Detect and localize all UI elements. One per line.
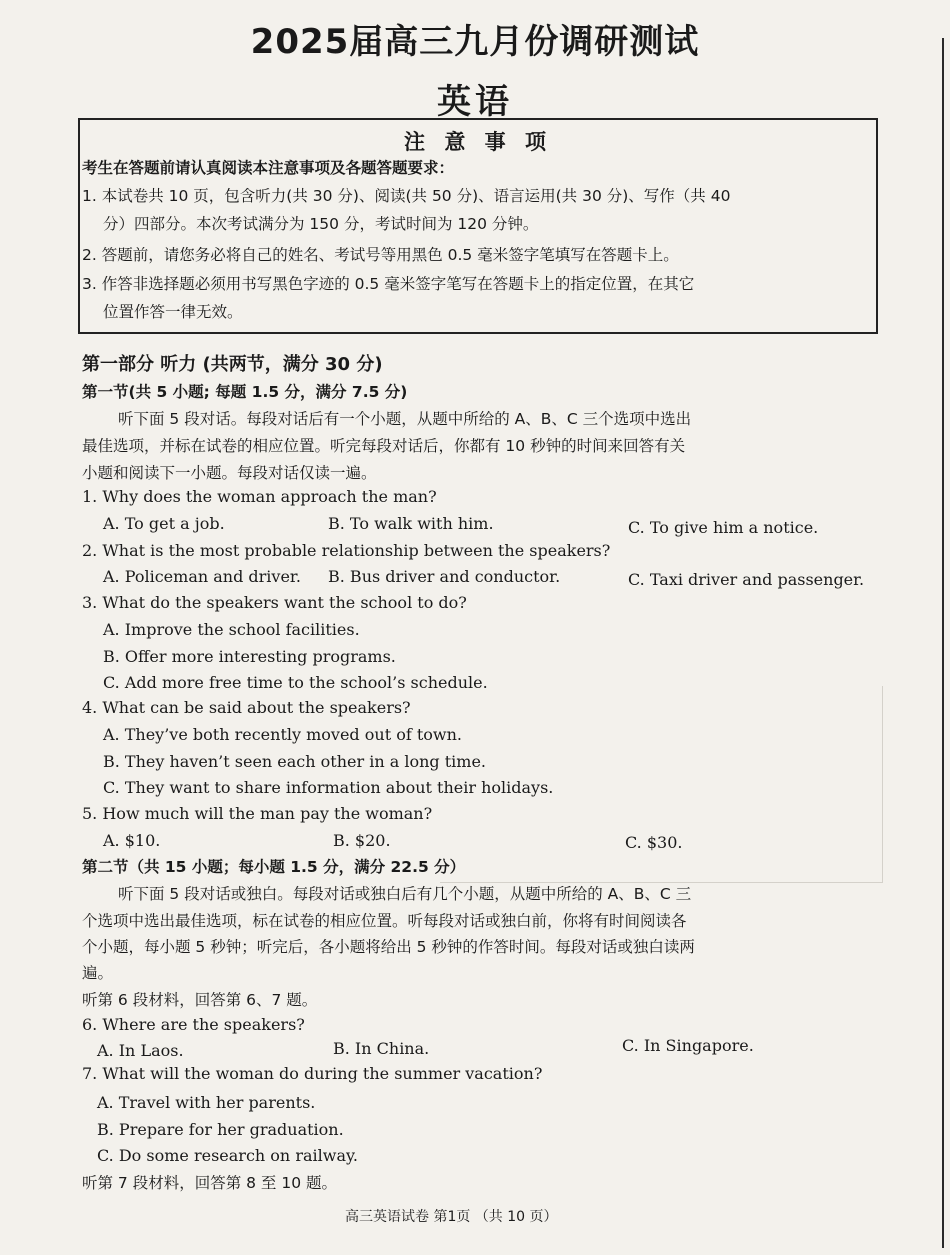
section2-instruction: 听下面 5 段对话或独白。每段对话或独白后有几个小题，从题中所给的 A、B、C 三 <box>118 885 692 903</box>
section1-instruction: 小题和阅读下一小题。每段对话仅读一遍。 <box>82 464 377 482</box>
question-6-option-b: B. In China. <box>333 1039 430 1058</box>
question-1-option-c: C. To give him a notice. <box>628 518 819 537</box>
question-4-option-b: B. They haven’t seen each other in a long time. <box>103 752 487 771</box>
question-3-option-a: A. Improve the school facilities. <box>103 620 360 639</box>
material-6-note: 听第 6 段材料，回答第 6、7 题。 <box>82 991 318 1009</box>
section2-heading: 第二节（共 15 小题；每小题 1.5 分，满分 22.5 分） <box>82 858 466 876</box>
section2-instruction: 个小题，每小题 5 秒钟；听完后，各小题将给出 5 秒钟的作答时间。每段对话或独白读两 <box>82 938 695 956</box>
notice-title: 注 意 事 项 <box>404 130 552 154</box>
notice-item-3-cont: 位置作答一律无效。 <box>103 303 243 321</box>
question-4-stem: 4. What can be said about the speakers? <box>82 698 411 717</box>
notice-item-2: 2. 答题前，请您务必将自己的姓名、考试号等用黑色 0.5 毫米签字笔填写在答题卡上。 <box>82 246 679 264</box>
notice-item-3: 3. 作答非选择题必须用书写黑色字迹的 0.5 毫米签字笔写在答题卡上的指定位置，在其它 <box>82 275 695 293</box>
question-7-option-c: C. Do some research on railway. <box>97 1146 358 1165</box>
question-5-option-c: C. $30. <box>625 833 683 852</box>
question-2-option-b: B. Bus driver and conductor. <box>328 567 561 586</box>
material-7-note: 听第 7 段材料，回答第 8 至 10 题。 <box>82 1174 338 1192</box>
section2-instruction: 个选项中选出最佳选项，标在试卷的相应位置。听每段对话或独白前，你将有时间阅读各 <box>82 912 687 930</box>
section1-instruction: 听下面 5 段对话。每段对话后有一个小题，从题中所给的 A、B、C 三个选项中选出 <box>118 410 692 428</box>
question-1-option-a: A. To get a job. <box>103 514 225 533</box>
question-5-option-a: A. $10. <box>103 831 161 850</box>
question-6-option-c: C. In Singapore. <box>622 1036 754 1055</box>
question-2-stem: 2. What is the most probable relationship between the speakers? <box>82 541 611 560</box>
question-7-stem: 7. What will the woman do during the summer vacation? <box>82 1064 543 1083</box>
exam-title: 2025届高三九月份调研测试 <box>250 22 700 62</box>
notice-item-1-cont: 分）四部分。本次考试满分为 150 分，考试时间为 120 分钟。 <box>103 215 539 233</box>
question-4-option-a: A. They’ve both recently moved out of town. <box>103 725 462 744</box>
page-edge-line <box>942 38 944 1248</box>
exam-subject: 英语 <box>437 82 513 122</box>
page-footer: 高三英语试卷 第1页 （共 10 页） <box>345 1209 558 1225</box>
section1-heading: 第一节(共 5 小题; 每题 1.5 分，满分 7.5 分) <box>82 383 408 401</box>
question-5-option-b: B. $20. <box>333 831 391 850</box>
question-7-option-b: B. Prepare for her graduation. <box>97 1120 344 1139</box>
question-6-stem: 6. Where are the speakers? <box>82 1015 305 1034</box>
question-1-option-b: B. To walk with him. <box>328 514 494 533</box>
question-2-option-a: A. Policeman and driver. <box>103 567 301 586</box>
question-3-option-b: B. Offer more interesting programs. <box>103 647 396 666</box>
question-7-option-a: A. Travel with her parents. <box>97 1093 316 1112</box>
question-1-stem: 1. Why does the woman approach the man? <box>82 487 437 506</box>
question-5-stem: 5. How much will the man pay the woman? <box>82 804 433 823</box>
question-2-option-c: C. Taxi driver and passenger. <box>628 570 865 589</box>
question-3-stem: 3. What do the speakers want the school to do? <box>82 593 467 612</box>
question-4-option-c: C. They want to share information about their holidays. <box>103 778 554 797</box>
notice-item-1: 1. 本试卷共 10 页，包含听力(共 30 分)、阅读(共 50 分)、语言运用(共 30 分)、写作（共 40 <box>82 187 731 205</box>
question-3-option-c: C. Add more free time to the school’s schedule. <box>103 673 488 692</box>
section1-instruction: 最佳选项，并标在试卷的相应位置。听完每段对话后，你都有 10 秒钟的时间来回答有关 <box>82 437 686 455</box>
section2-instruction: 遍。 <box>82 964 114 982</box>
part1-heading: 第一部分 听力 (共两节，满分 30 分) <box>82 354 383 375</box>
notice-intro: 考生在答题前请认真阅读本注意事项及各题答题要求： <box>82 159 455 177</box>
question-6-option-a: A. In Laos. <box>97 1041 184 1060</box>
